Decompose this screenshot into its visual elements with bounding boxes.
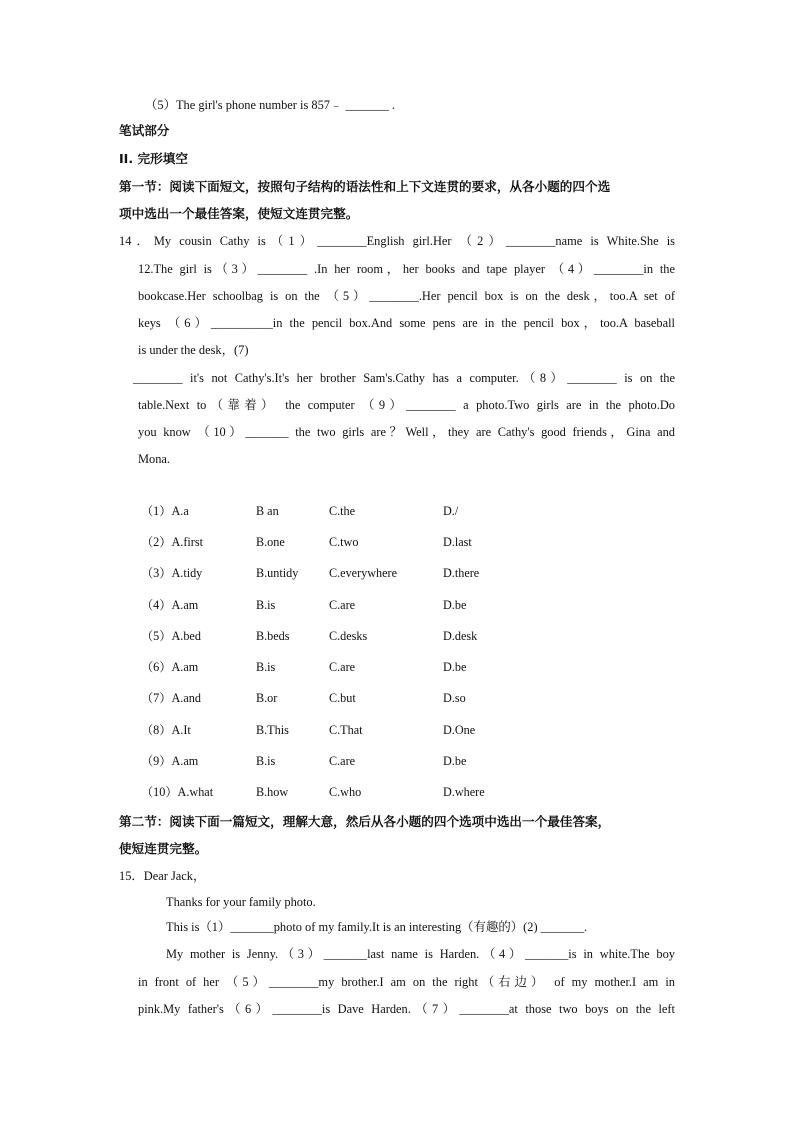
q15-line: My mother is Jenny.（3）_______last name is Harden.（4）_______is in white.The boy <box>166 947 675 961</box>
q14-line: 14．My cousin Cathy is（1）________English girl.Her （2）________name is White.She is <box>119 234 675 248</box>
option-d[interactable]: D.One <box>443 723 476 737</box>
option-b[interactable]: B.This <box>256 723 289 737</box>
q14-line: ________ it's not Cathy's.It's her brother Sam's.Cathy has a computer.（8）________ is on the <box>133 371 675 385</box>
option-b[interactable]: B.is <box>256 598 276 612</box>
option-d[interactable]: D.there <box>443 566 480 580</box>
q14-line: table.Next to（靠着） the computer （9）________ a photo.Two girls are in the photo.Do <box>138 398 675 412</box>
listening-item-5: （5）The girl's phone number is 857﹣ _______ . <box>145 98 396 112</box>
option-d[interactable]: D.desk <box>443 629 478 643</box>
option-d[interactable]: D.be <box>443 598 467 612</box>
part1-instruction-line-2: 项中选出一个最佳答案，使短文连贯完整。 <box>119 206 359 221</box>
option-d[interactable]: D.be <box>443 754 467 768</box>
option-a[interactable]: （6）A.am <box>141 660 199 674</box>
option-b[interactable]: B.or <box>256 691 278 705</box>
option-d[interactable]: D.where <box>443 785 485 799</box>
q14-line: bookcase.Her schoolbag is on the （5）________.Her pencil box is on the desk，too.A set of <box>138 289 675 303</box>
option-b[interactable]: B.one <box>256 535 285 549</box>
option-a[interactable]: （10）A.what <box>141 785 214 799</box>
q15-line: pink.My father's（6）________is Dave Harden.（7）________at those two boys on the left <box>138 1002 675 1016</box>
option-c[interactable]: C.everywhere <box>329 566 398 580</box>
q14-line: keys （6）__________in the pencil box.And some pens are in the pencil box，too.A baseball <box>138 316 675 330</box>
part2-instruction-line-1: 第二节：阅读下面一篇短文，理解大意，然后从各小题的四个选项中选出一个最佳答案， <box>119 814 611 829</box>
option-a[interactable]: （5）A.bed <box>141 629 201 643</box>
option-c[interactable]: C.are <box>329 598 356 612</box>
option-b[interactable]: B.how <box>256 785 289 799</box>
section-written-heading: 笔试部分 <box>119 123 170 138</box>
option-b[interactable]: B an <box>256 504 279 518</box>
option-c[interactable]: C.are <box>329 660 356 674</box>
option-c[interactable]: C.two <box>329 535 359 549</box>
option-c[interactable]: C.but <box>329 691 356 705</box>
option-a[interactable]: （3）A.tidy <box>141 566 203 580</box>
option-a[interactable]: （8）A.It <box>141 723 191 737</box>
option-a[interactable]: （4）A.am <box>141 598 199 612</box>
option-b[interactable]: B.untidy <box>256 566 299 580</box>
option-d[interactable]: D./ <box>443 504 459 518</box>
q15-line: Thanks for your family photo. <box>166 895 316 909</box>
q15-line: 15．Dear Jack， <box>119 869 206 883</box>
option-b[interactable]: B.is <box>256 754 276 768</box>
q14-line: you know （10）_______ the two girls are？Well，they are Cathy's good friends，Gina and <box>138 425 675 439</box>
option-a[interactable]: （1）A.a <box>141 504 189 518</box>
part2-instruction-line-2: 使短连贯完整。 <box>119 841 208 856</box>
q14-line: Mona. <box>138 452 171 466</box>
option-c[interactable]: C.who <box>329 785 362 799</box>
option-d[interactable]: D.be <box>443 660 467 674</box>
q15-line: in front of her （5）________my brother.I am on the right（右边） of my mother.I am in <box>138 975 675 989</box>
option-a[interactable]: （9）A.am <box>141 754 199 768</box>
option-c[interactable]: C.the <box>329 504 356 518</box>
option-c[interactable]: C.desks <box>329 629 368 643</box>
option-c[interactable]: C.are <box>329 754 356 768</box>
q14-line: 12.The girl is（3）________ .In her room，her books and tape player （4）________in the <box>138 262 675 276</box>
section-cloze-heading: II. 完形填空 <box>119 151 188 166</box>
part1-instruction-line-1: 第一节：阅读下面短文，按照句子结构的语法性和上下文连贯的要求，从各小题的四个选 <box>119 179 611 194</box>
option-c[interactable]: C.That <box>329 723 363 737</box>
q14-line: is under the desk，(7) <box>138 343 249 357</box>
q15-line: This is（1）_______photo of my family.It is an interesting（有趣的）(2) _______. <box>166 920 588 934</box>
option-b[interactable]: B.beds <box>256 629 290 643</box>
option-a[interactable]: （7）A.and <box>141 691 201 705</box>
option-d[interactable]: D.last <box>443 535 472 549</box>
option-d[interactable]: D.so <box>443 691 466 705</box>
option-b[interactable]: B.is <box>256 660 276 674</box>
option-a[interactable]: （2）A.first <box>141 535 203 549</box>
